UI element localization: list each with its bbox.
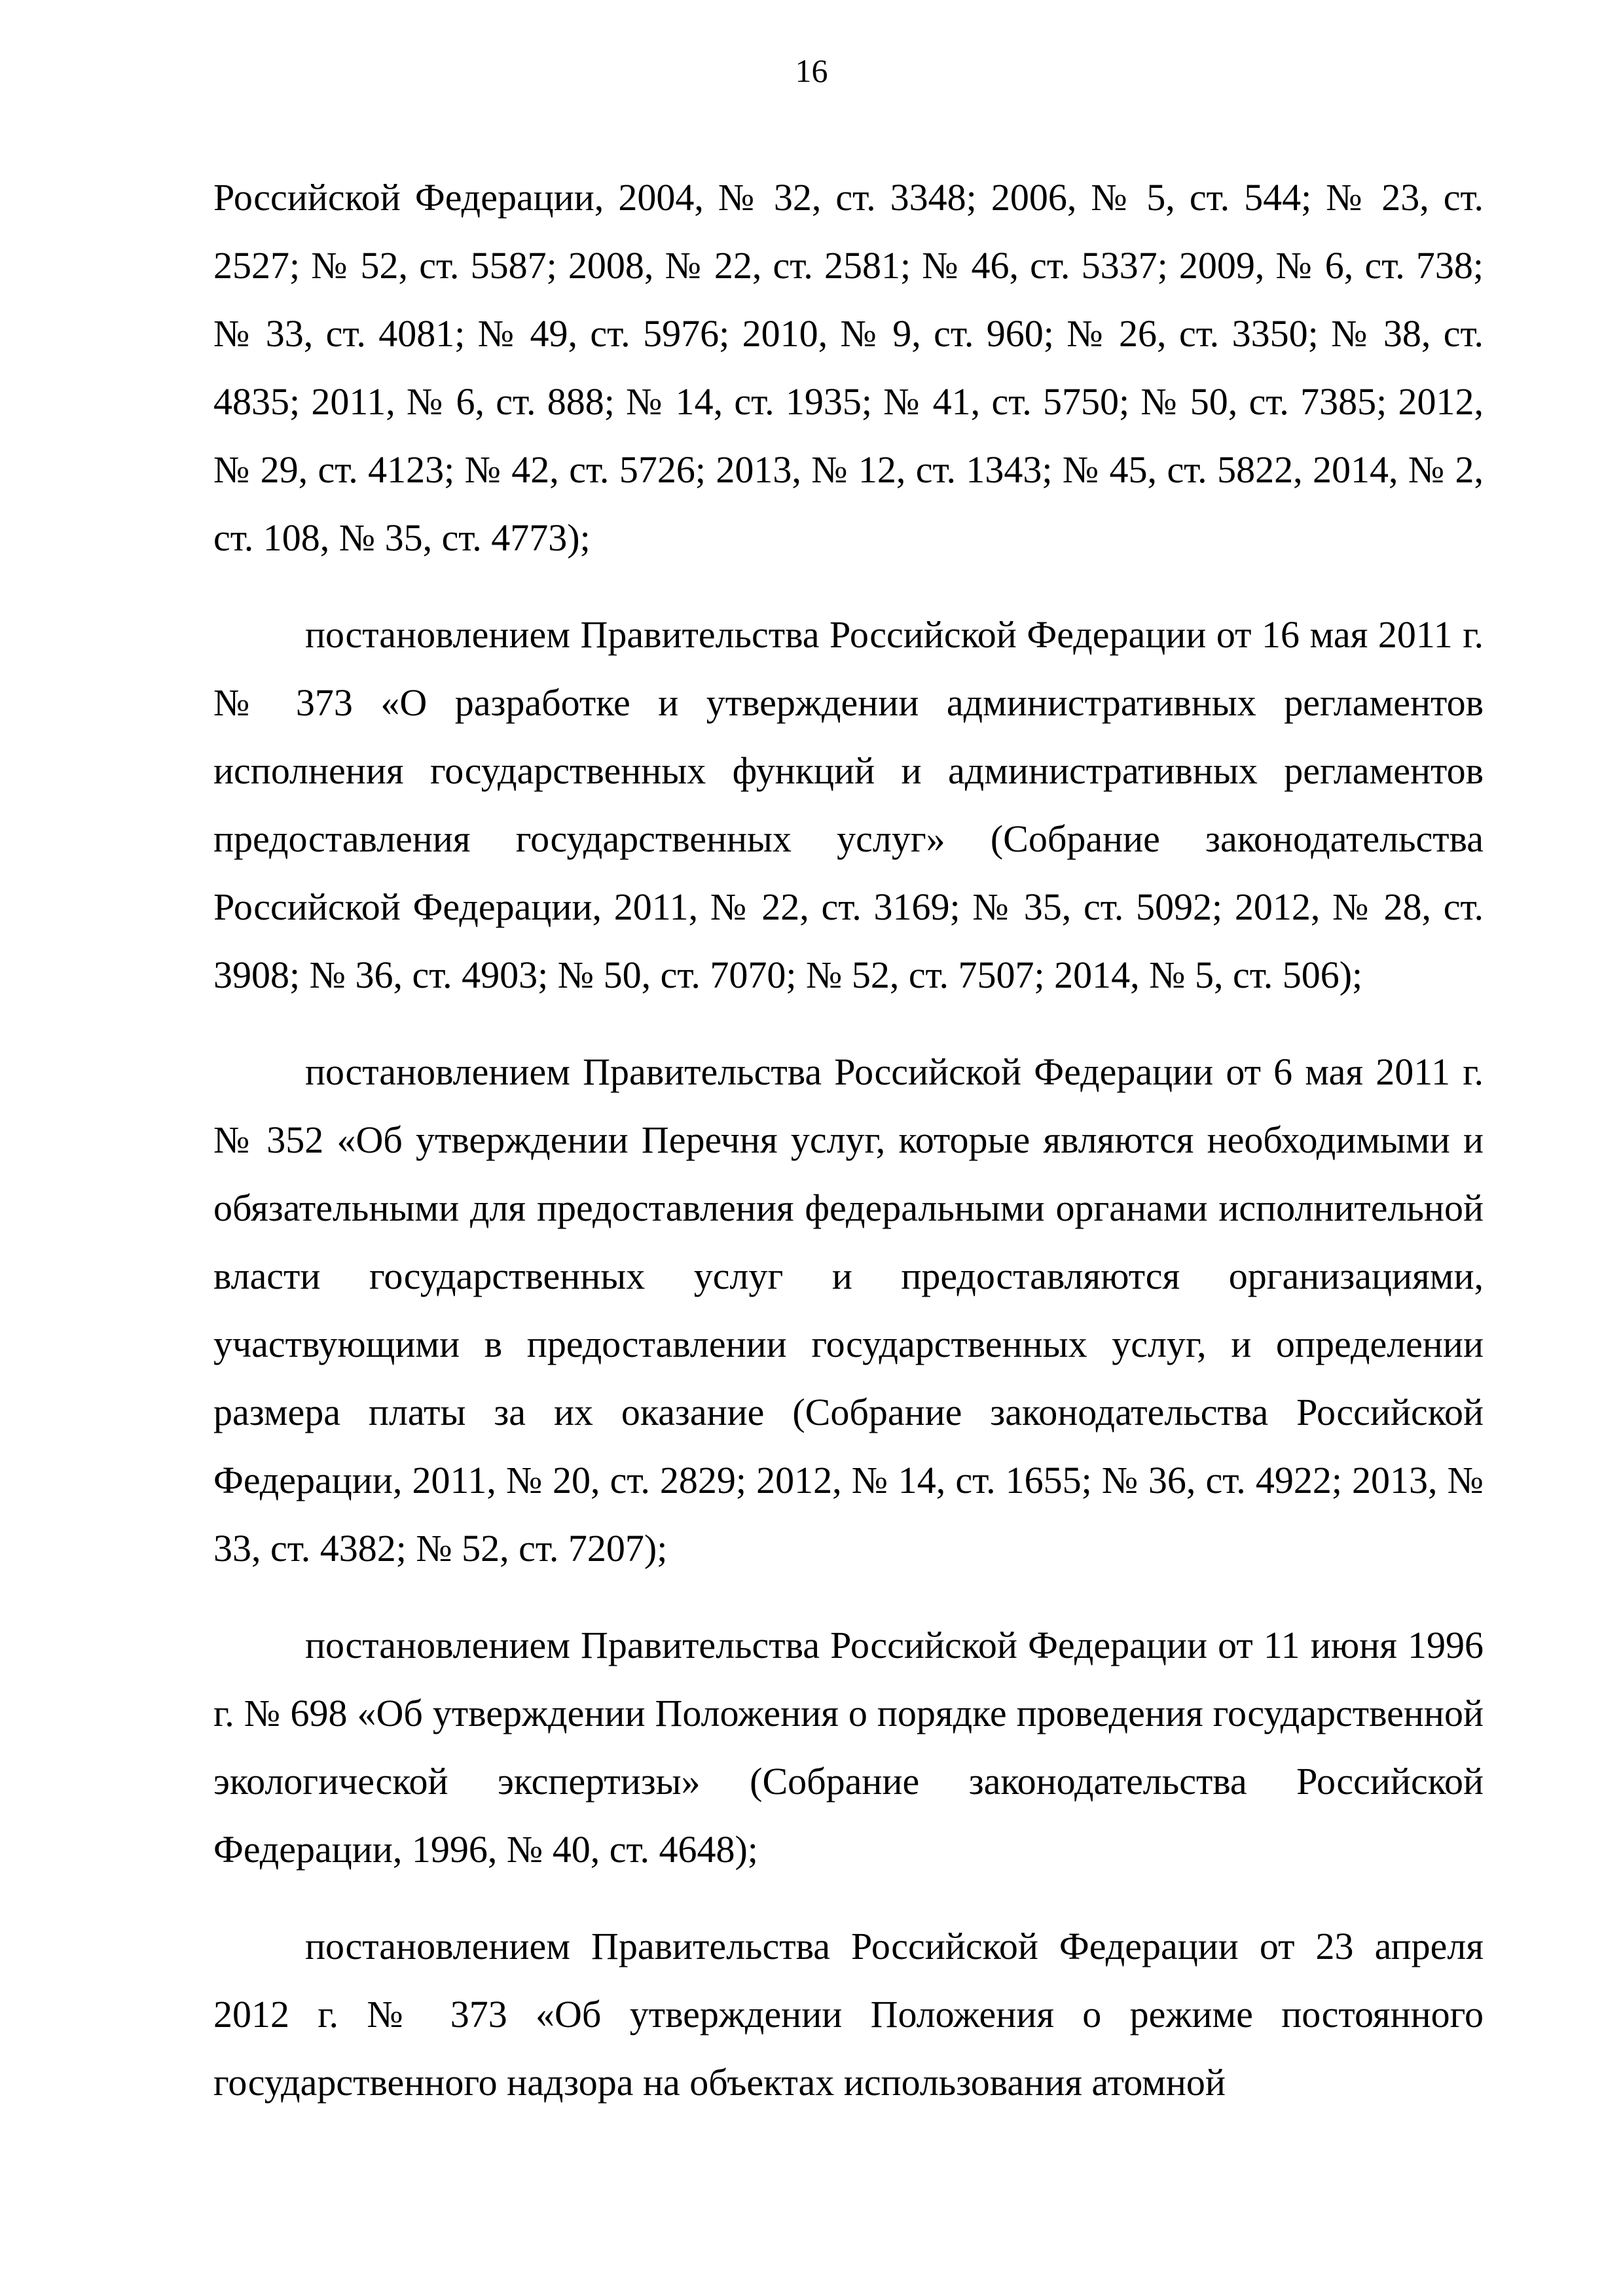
paragraph-resolution-373-2012: постановлением Правительства Российской Федерации от 23 апреля 2012 г. № 373 «Об утверждении Положения о режиме постоянного государственного надзора на объектах использования атомной [213,1925,1484,2104]
paragraph-continuation: Российской Федерации, 2004, № 32, ст. 3348; 2006, № 5, ст. 544; № 23, ст. 2527; № 52, ст. 5587; 2008, № 22, ст. 2581; № 46, ст. 5337; 2009, № 6, ст. 738; № 33, ст. 4081; № 49, ст. 5976; 2010, № 9, ст. 960; № 26, ст. 3350; № 38, ст. 4835; 2011, № 6, ст. 888; № 14, ст. 1935; № 41, ст. 5750; № 50, ст. 7385; 2012, № 29, ст. 4123; № 42, ст. 5726; 2013, № 12, ст. 1343; № 45, ст. 5822, 2014, № 2, ст. 108, № 35, ст. 4773); [213,176,1484,559]
paragraph-resolution-352-2011: постановлением Правительства Российской Федерации от 6 мая 2011 г. № 352 «Об утверждении Перечня услуг, которые являются необходимыми и обязательными для предоставления федеральными органами исполнительной власти государственных услуг и предоставляются организациями, участвующими в предоставлении государственных услуг, и определении размера платы за их оказание (Собрание законодательства Российской Федерации, 2011, № 20, ст. 2829; 2012, № 14, ст. 1655; № 36, ст. 4922; 2013, № 33, ст. 4382; № 52, ст. 7207); [213,1050,1484,1570]
paragraph-resolution-698-1996: постановлением Правительства Российской Федерации от 11 июня 1996 г. № 698 «Об утверждении Положения о порядке проведения государственной экологической экспертизы» (Собрание законодательства Российской Федерации, 1996, № 40, ст. 4648); [213,1624,1484,1871]
page-number: 16 [795,52,828,89]
document-body [213,164,1484,2117]
paragraph-resolution-373-2011: постановлением Правительства Российской Федерации от 16 мая 2011 г. № 373 «О разработке и утверждении административных регламентов исполнения государственных функций и административных регламентов предоставления государственных услуг» (Собрание законодательства Российской Федерации, 2011, № 22, ст. 3169; № 35, ст. 5092; 2012, № 28, ст. 3908; № 36, ст. 4903; № 50, ст. 7070; № 52, ст. 7507; 2014, № 5, ст. 506); [213,613,1484,996]
